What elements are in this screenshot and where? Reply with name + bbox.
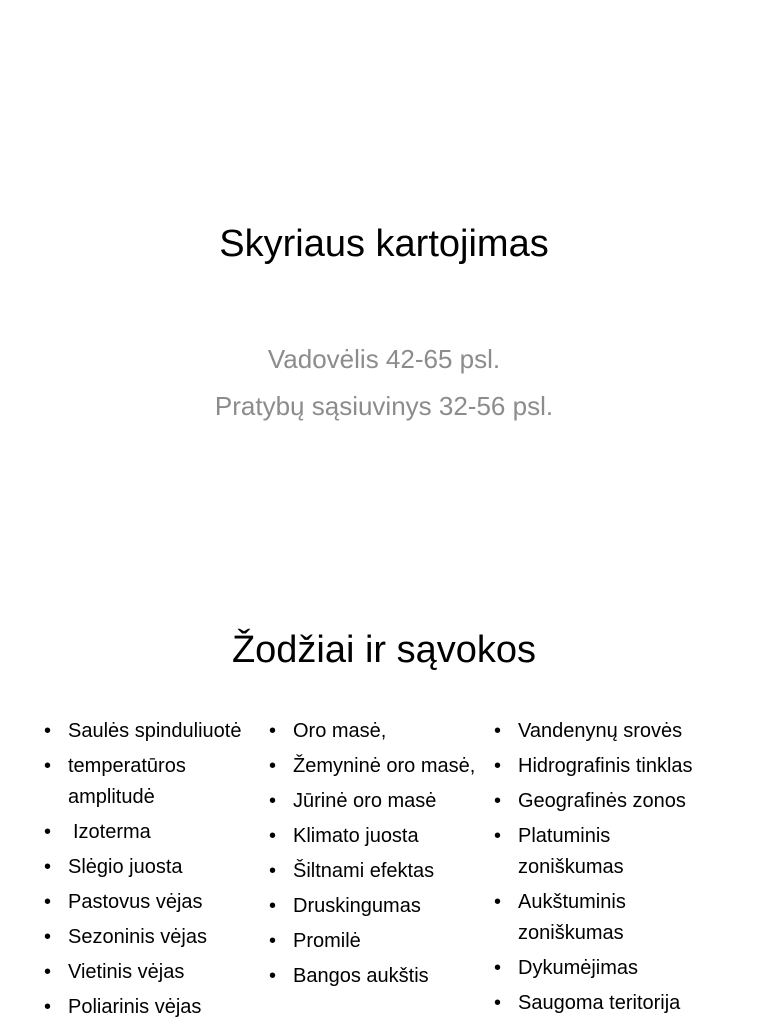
term-text: Jūrinė oro masė xyxy=(293,790,437,812)
list-item xyxy=(494,786,762,817)
list-item xyxy=(494,716,762,747)
list-item xyxy=(269,961,495,992)
list-item xyxy=(44,716,270,747)
term-text: Aukštuminis zoniškumas xyxy=(518,891,626,944)
term-text: Pastovus vėjas xyxy=(68,891,203,913)
list-item xyxy=(269,856,495,887)
term-text: Platuminis zoniškumas xyxy=(518,825,624,878)
subtitle-line-workbook: Pratybų sąsiuvinys 32-56 psl. xyxy=(214,391,554,421)
list-item xyxy=(494,953,762,984)
term-text: Geografinės zonos xyxy=(518,790,686,812)
list-item xyxy=(44,922,270,953)
term-text: temperatūros amplitudė xyxy=(68,755,186,808)
bullet-icon: • xyxy=(494,891,502,913)
list-item xyxy=(269,926,495,957)
term-text: Poliarinis vėjas xyxy=(68,996,202,1018)
term-text: Šiltnami efektas xyxy=(293,860,435,882)
bullet-icon: • xyxy=(494,992,502,1014)
term-text: Vandenynų srovės xyxy=(518,720,683,742)
list-item xyxy=(494,821,762,883)
slide-1-subtitle xyxy=(0,336,768,430)
list-item xyxy=(44,957,270,988)
bullet-icon: • xyxy=(494,957,502,979)
bullet-icon: • xyxy=(269,755,277,777)
bullet-icon: • xyxy=(269,965,277,987)
bullet-icon: • xyxy=(494,825,502,847)
bullet-icon: • xyxy=(269,860,277,882)
term-text: Izoterma xyxy=(73,821,151,843)
bullet-icon: • xyxy=(494,790,502,812)
list-item xyxy=(269,891,495,922)
bullet-icon: • xyxy=(269,825,277,847)
bullet-icon: • xyxy=(44,926,52,948)
list-item xyxy=(269,786,495,817)
list-item xyxy=(269,821,495,852)
bullet-icon: • xyxy=(44,996,52,1018)
term-text: Saugoma teritorija xyxy=(518,992,681,1014)
terms-column-3 xyxy=(494,716,762,1023)
list-item xyxy=(494,887,762,949)
list-item xyxy=(269,716,495,747)
bullet-icon: • xyxy=(44,821,52,843)
list-item xyxy=(269,751,495,782)
bullet-icon: • xyxy=(269,790,277,812)
term-text: Druskingumas xyxy=(293,895,421,917)
term-text: Saulės spinduliuotė xyxy=(68,720,242,742)
list-item xyxy=(494,751,762,782)
term-text: Promilė xyxy=(293,930,361,952)
list-item xyxy=(44,887,270,918)
terms-column-2 xyxy=(269,716,495,996)
list-item xyxy=(44,992,270,1023)
slide-1-title: Skyriaus kartojimas xyxy=(219,223,549,265)
slide-2-title: Žodžiai ir sąvokos xyxy=(231,629,537,671)
list-item xyxy=(494,988,762,1019)
bullet-icon: • xyxy=(44,720,52,742)
term-text: Sezoninis vėjas xyxy=(68,926,207,948)
term-text: Klimato juosta xyxy=(293,825,419,847)
bullet-icon: • xyxy=(269,895,277,917)
bullet-icon: • xyxy=(44,961,52,983)
term-text: Dykumėjimas xyxy=(518,957,639,979)
term-text: Bangos aukštis xyxy=(293,965,429,987)
term-text: Hidrografinis tinklas xyxy=(518,755,693,777)
bullet-icon: • xyxy=(44,856,52,878)
bullet-icon: • xyxy=(269,930,277,952)
term-text: Žemyninė oro masė, xyxy=(293,755,476,777)
subtitle-line-textbook: Vadovėlis 42-65 psl. xyxy=(267,344,501,374)
term-text: Slėgio juosta xyxy=(68,856,183,878)
list-item xyxy=(44,817,270,848)
bullet-icon: • xyxy=(494,720,502,742)
slide-2 xyxy=(0,576,768,1024)
bullet-icon: • xyxy=(269,720,277,742)
list-item xyxy=(44,852,270,883)
term-text: Oro masė, xyxy=(293,720,387,742)
terms-column-1 xyxy=(44,716,270,1027)
bullet-icon: • xyxy=(494,755,502,777)
bullet-icon: • xyxy=(44,891,52,913)
list-item xyxy=(44,751,270,813)
term-text: Vietinis vėjas xyxy=(68,961,185,983)
bullet-icon: • xyxy=(44,755,52,777)
